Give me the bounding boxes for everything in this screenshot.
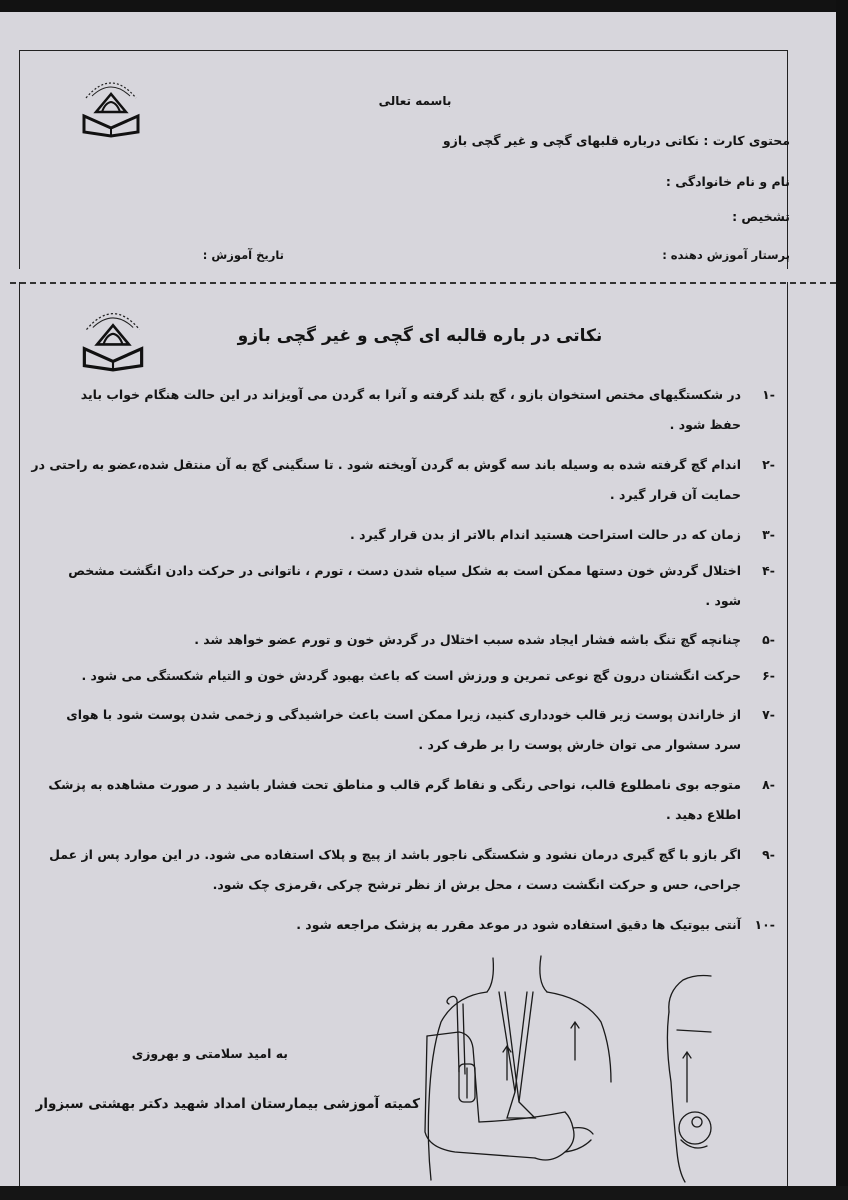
list-item: -۶ حرکت انگشتان درون گچ نوعی تمرین و ورزش است که باعث بهبود گردش خون و التیام شکستگی می شود .: [81, 668, 775, 683]
list-item: -۸ متوجه بوی نامطلوع قالب، نواحی رنگی و نقاط گرم قالب و مناطق تحت فشار باشید د ر صورت مشاهده به پزشک اطلاع دهید .: [48, 777, 775, 822]
list-item: -۵ چنانچه گچ تنگ باشه فشار ایجاد شده سبب اختلال در گردش خون و تورم عضو خواهد شد .: [194, 632, 775, 647]
list-item: -۳ زمان که در حالت استراحت هستید اندام بالاتر از بدن قرار گیرد .: [349, 527, 775, 542]
scan-edge-top: [0, 0, 836, 12]
committee-signature: کمیته آموزشی بیمارستان امداد شهید دکتر بهشتی سبزوار: [35, 1096, 420, 1112]
list-item: -۹ اگر بازو با گچ گیری درمان نشود و شکستگی ناجور باشد از پیچ و پلاک استفاده می شود. در این موارد پس از عمل جراحی، حس و حرکت انگشت دست ، محل برش از نظر ترشح چرکی ،قرمزی چک شود.: [49, 847, 775, 892]
nurse-label: پرستار آموزش دهنده :: [662, 248, 790, 262]
name-label: نام و نام خانوادگی :: [665, 174, 790, 189]
card-content-line: محتوی کارت : نکاتی درباره قلبهای گچی و غیر گچی بازو: [442, 133, 790, 148]
scan-edge-right: [836, 0, 848, 1200]
arm-sling-illustration: [415, 952, 715, 1184]
hospital-logo: [78, 302, 148, 372]
bismillah-heading: باسمه تعالی: [378, 94, 452, 108]
scan-edge-bottom: [0, 1186, 848, 1200]
diagnosis-label: تشخیص :: [732, 209, 790, 224]
page-title: نکاتی در باره قالبه ای گچی و غیر گچی بازو: [237, 326, 603, 346]
list-item: -۷ از خاراندن پوست زیر قالب خودداری کنید، زیرا ممکن است باعث خراشیدگی و زخمی شدن پوست شود با هوای سرد سشوار می توان خارش پوست را بر طرف کرد .: [66, 707, 775, 752]
closing-wish: به امید سلامتی و بهروزی: [131, 1046, 288, 1061]
list-item: -۱ در شکستگیهای مختص استخوان بازو ، گچ بلند گرفته و آنرا به گردن می آویزاند در این حالت هنگام خواب باید حفظ شود .: [80, 387, 775, 432]
list-item: -۱۰ آنتی بیوتیک ها دقیق استفاده شود در موعد مقرر به پزشک مراجعه شود .: [296, 917, 775, 932]
date-label: تاریخ آموزش :: [202, 248, 284, 262]
list-item: -۴ اختلال گردش خون دستها ممکن است به شکل سیاه شدن دست ، تورم ، ناتوانی در حرکت دادن انگشت مشخص شود .: [68, 563, 775, 608]
list-item: -۲ اندام گچ گرفته شده به وسیله باند سه گوش به گردن آویخته شود . تا سنگینی گچ به آن منتقل شده،عضو به راحتی در حمایت آن قرار گیرد .: [31, 457, 775, 502]
hospital-logo-small: [78, 72, 144, 138]
